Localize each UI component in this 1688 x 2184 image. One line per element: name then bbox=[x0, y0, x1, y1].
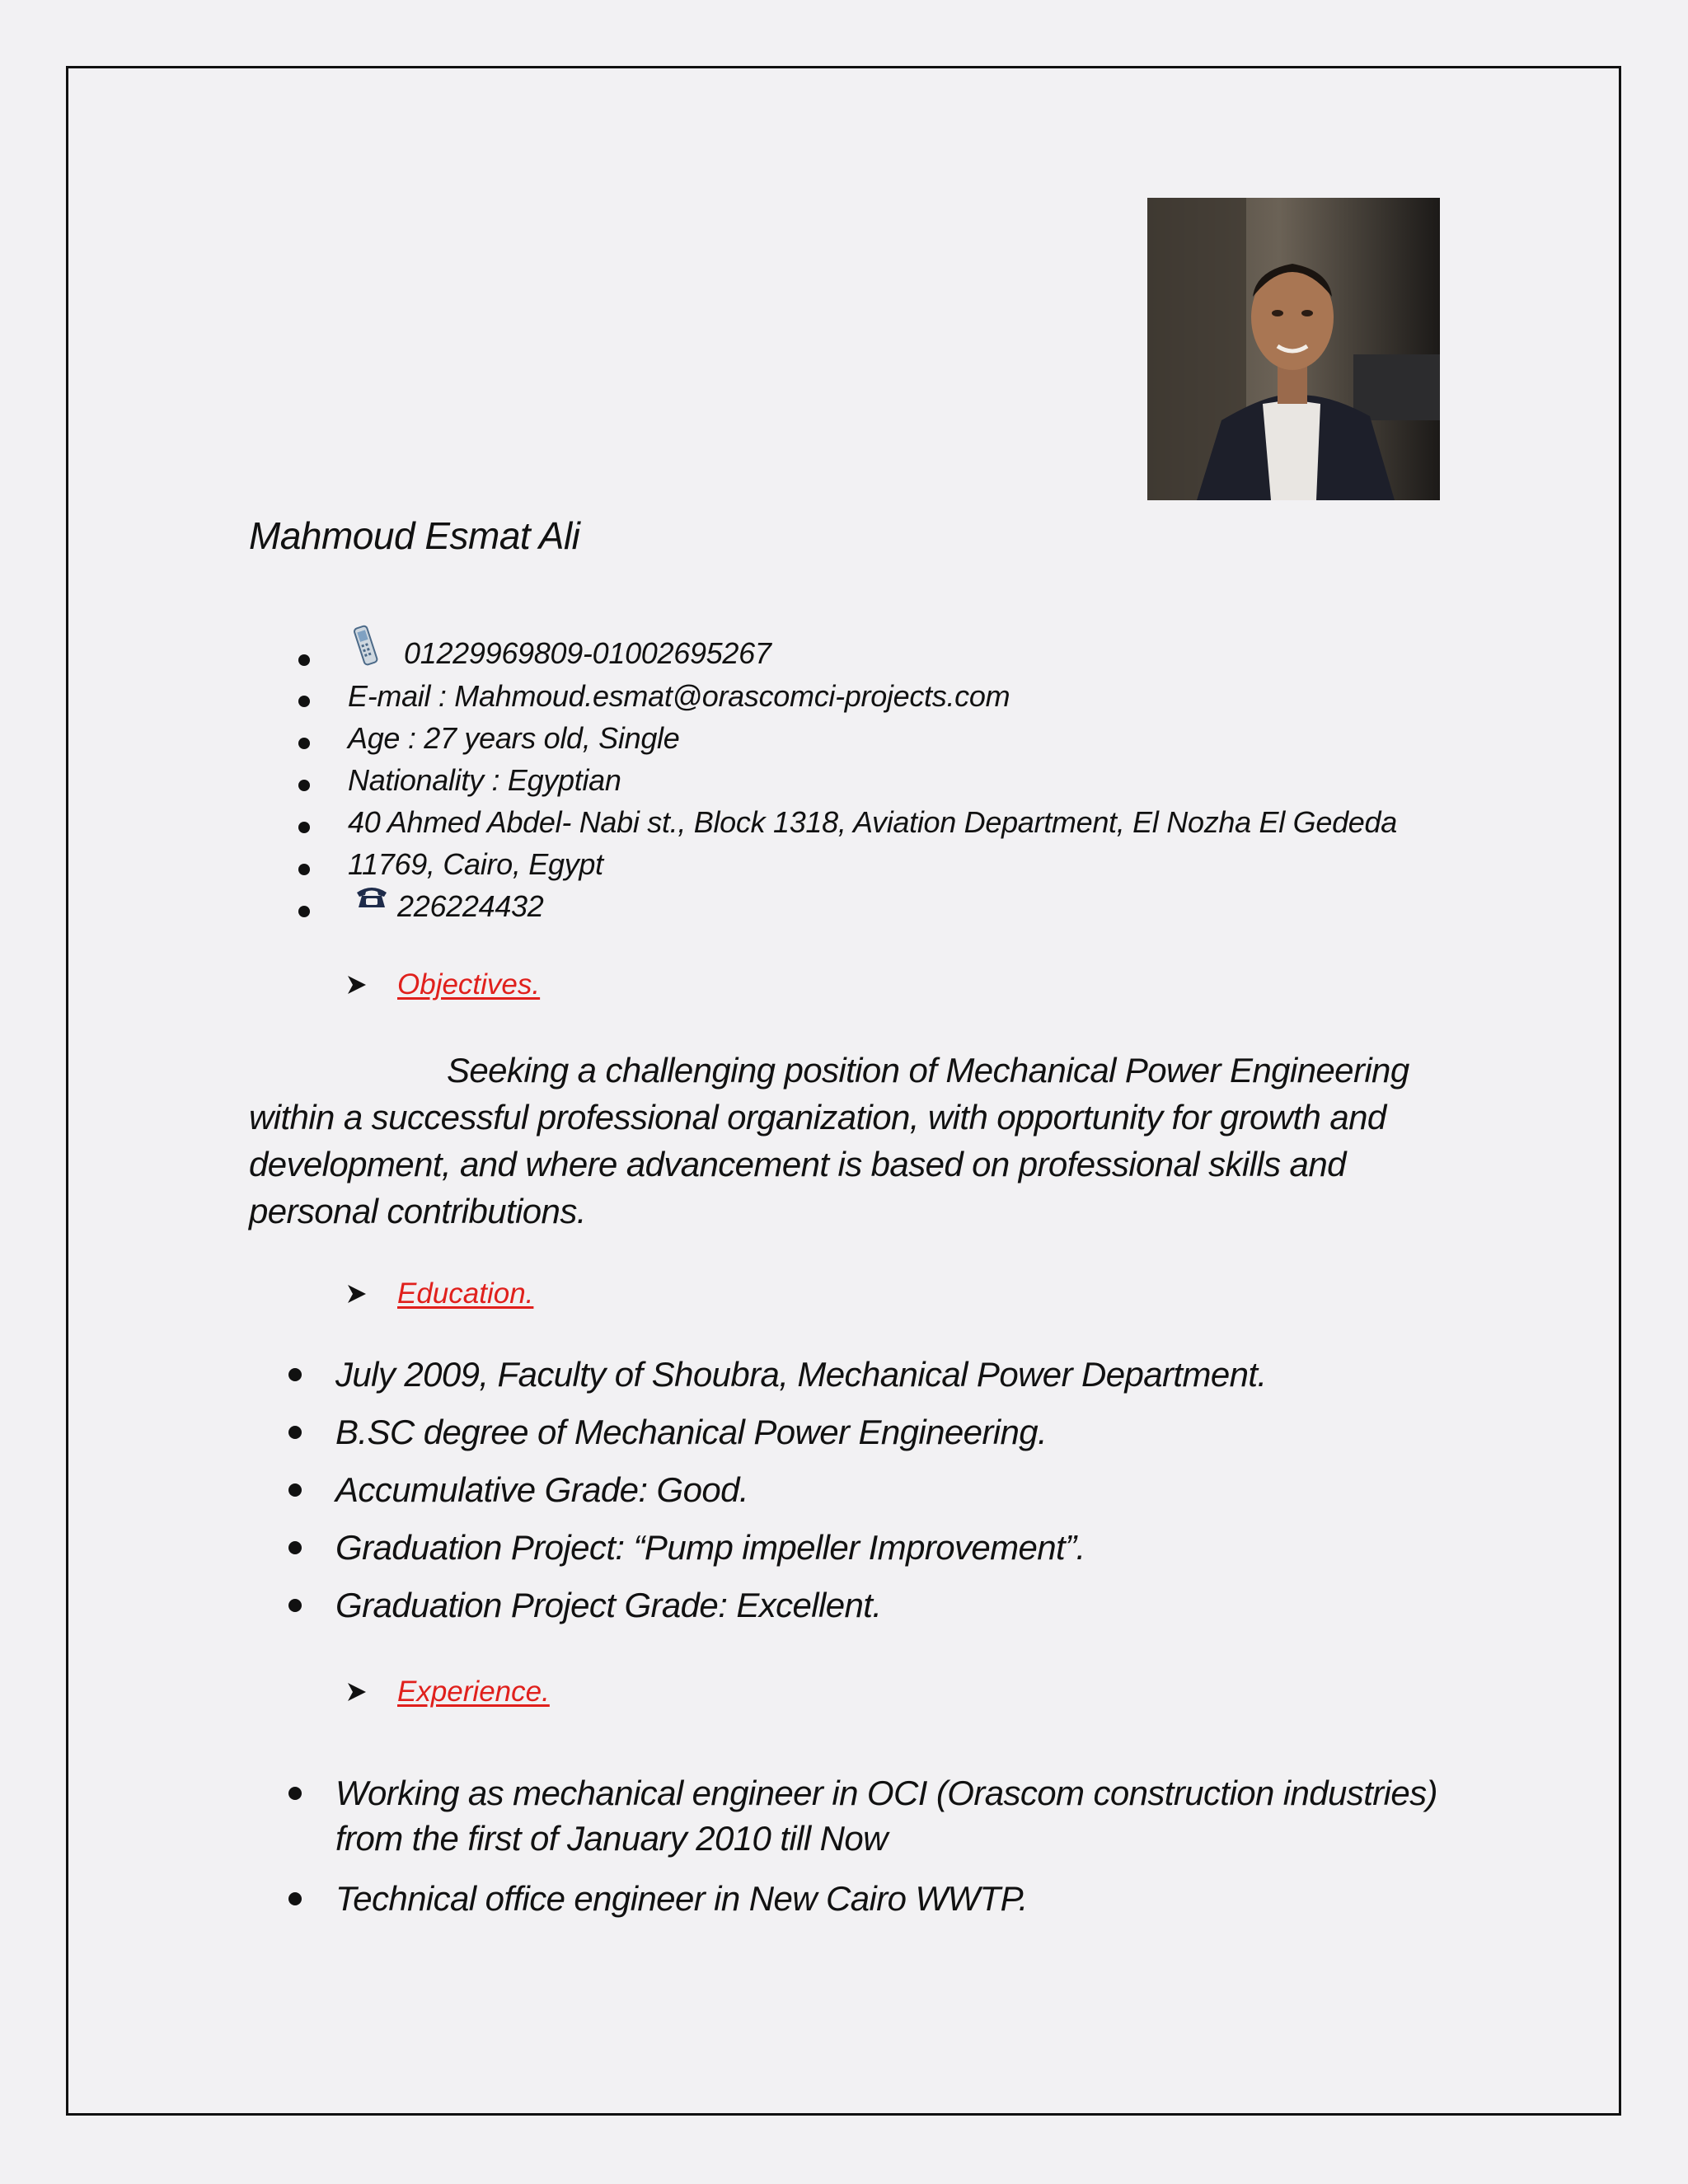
bullet-icon bbox=[298, 696, 310, 707]
bullet-icon bbox=[298, 738, 310, 749]
bullet-icon bbox=[298, 906, 310, 917]
objectives-heading bbox=[346, 964, 1006, 1005]
experience-title: Experience. bbox=[397, 1675, 550, 1708]
contact-email bbox=[0, 676, 1566, 717]
experience-text-line: from the first of January 2010 till Now bbox=[335, 1819, 888, 1858]
objective-line: development, and where advancement is based on professional skills and bbox=[249, 1145, 1346, 1183]
experience-heading bbox=[346, 1671, 1006, 1713]
bullet-icon bbox=[298, 822, 310, 833]
arrowhead-bullet-icon bbox=[346, 1283, 368, 1309]
contact-city bbox=[0, 844, 1566, 885]
objective-paragraph bbox=[249, 1047, 1461, 1235]
experience-text-line: Working as mechanical engineer in OCI (Orascom construction industries) bbox=[335, 1774, 1437, 1812]
address-line-2: 11769, Cairo, Egypt bbox=[348, 847, 603, 881]
bullet-icon bbox=[288, 1892, 302, 1905]
bullet-icon bbox=[298, 864, 310, 875]
email-address[interactable]: E-mail : Mahmoud.esmat@orascomci-projects.com bbox=[348, 679, 1010, 713]
telephone-icon bbox=[354, 884, 389, 913]
education-heading bbox=[346, 1273, 1006, 1315]
contact-address bbox=[0, 802, 1566, 843]
mobile-number: 01229969809-01002695267 bbox=[404, 636, 771, 670]
education-text: July 2009, Faculty of Shoubra, Mechanical Power Department. bbox=[335, 1355, 1267, 1394]
bullet-icon bbox=[298, 654, 310, 666]
arrowhead-bullet-icon bbox=[346, 1681, 368, 1707]
objective-line: personal contributions. bbox=[249, 1192, 586, 1230]
contact-nationality bbox=[0, 760, 1566, 801]
education-text: B.SC degree of Mechanical Power Engineering. bbox=[335, 1413, 1048, 1451]
contact-landline bbox=[0, 886, 1566, 927]
objectives-title: Objectives. bbox=[397, 968, 541, 1001]
applicant-name: Mahmoud Esmat Ali bbox=[249, 514, 580, 557]
bullet-icon bbox=[288, 1599, 302, 1612]
bullet-icon bbox=[288, 1483, 302, 1497]
age-status: Age : 27 years old, Single bbox=[348, 721, 680, 755]
experience-text-line: Technical office engineer in New Cairo WWTP. bbox=[335, 1879, 1028, 1918]
objective-line: Seeking a challenging position of Mechanical Power Engineering bbox=[447, 1051, 1409, 1090]
education-text: Accumulative Grade: Good. bbox=[335, 1470, 748, 1509]
landline-number: 226224432 bbox=[397, 889, 544, 923]
objective-line: within a successful professional organization, with opportunity for growth and bbox=[249, 1098, 1386, 1137]
contact-mobile bbox=[0, 635, 1566, 676]
mobile-phone-icon bbox=[348, 623, 384, 673]
contact-age bbox=[0, 718, 1566, 759]
nationality: Nationality : Egyptian bbox=[348, 763, 621, 797]
bullet-icon bbox=[288, 1426, 302, 1439]
profile-photo bbox=[1147, 198, 1440, 500]
bullet-icon bbox=[288, 1368, 302, 1381]
education-text: Graduation Project: “Pump impeller Improvement”. bbox=[335, 1528, 1085, 1567]
bullet-icon bbox=[288, 1787, 302, 1800]
education-title: Education. bbox=[397, 1277, 534, 1310]
bullet-icon bbox=[288, 1541, 302, 1554]
education-text: Graduation Project Grade: Excellent. bbox=[335, 1586, 882, 1624]
arrowhead-bullet-icon bbox=[346, 974, 368, 1000]
address-line-1: 40 Ahmed Abdel- Nabi st., Block 1318, Aviation Department, El Nozha El Gededa bbox=[348, 805, 1397, 839]
bullet-icon bbox=[298, 780, 310, 791]
